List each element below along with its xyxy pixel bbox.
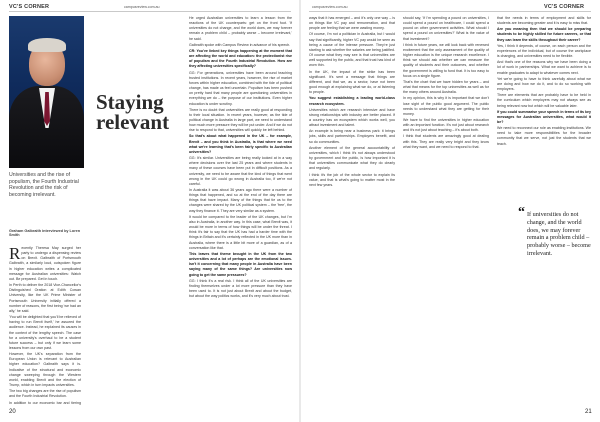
portrait-photo xyxy=(9,16,84,168)
paragraph-text: In addition to our economic bar and tiering xyxy=(9,400,81,405)
paragraph-text: 'You will be delighted that you'll be relieved of having to run Brexit itself,' he assured the audience. Instead, he explained its causes in the context of the lengthy speech. The case for a university's overhaul to be a student future success – but only if we learn some lessons from our own past. xyxy=(9,315,81,350)
standfirst: Universities and the rise of populism, the Fourth Industrial Revolution and the risk of becoming irrelevant. xyxy=(9,172,79,198)
paragraph-text: He urged Australian universities to learn a lesson from the reactions of the UK counterparts: get on the front foot. 'If universities do not change, and the world does, we may forever remain a problem child – probably worse – become irrelevant,' he said. xyxy=(189,16,292,41)
paragraph-text: If you could summarise your speech in terms of its key messages for Australian universities, what would it be? xyxy=(497,109,591,124)
paragraph-text: However, the UK's separation from the European Union is relevant to Australian higher education? Galbraith says it is. Indicative of the structural and economic change sweeping through the Western world, enabling Brexit and the election of Trump, which in turn impacts universities. xyxy=(9,352,81,388)
paragraph-text: I think in future years, we will look back with renewed excitement that the only assessment of the quality of higher education is the unique research excellence. I think we should ask whether we can measure the quality of students and their outcomes, and whether the government is willing to fund that. It is too easy to focus on a single figure. xyxy=(403,42,489,78)
paragraph-text: We have to find the universities in higher education with an important function. It's not just about research and it's not just about teaching – it's about both. xyxy=(403,117,489,133)
paragraph-text: Yes, I think it depends, of course, on each person and the experiences of the individual, but of course the workplace is changing, and universities need to be flexible. xyxy=(497,43,591,59)
paragraph-text: It would be compared to the leader of the UK changes, but I'm also in Australia, in another way. In this case, what Brexit was, it would be more in terms of how things will be under the threat. I think it's fair to say that the UK has had a harder time with the things in Britain and it's certainly reflected in the UK more than in Australia, where there is a little bit more of a guardian, as of a conversation like that. xyxy=(189,214,292,250)
body-paragraph xyxy=(403,16,489,42)
paragraph-text: GG: For generations, universities have been around teaching trusted institutions. In recent years, however, the rise of market forces within higher education, combined with the tide of political change, has made us feel uncertain. Populism has been pushed on pretty hard that many people are questioning universities in everything we do – the purpose of our institutions. Even higher education is under scrutiny. xyxy=(189,70,292,106)
body-paragraph xyxy=(497,16,591,26)
column-c xyxy=(309,16,395,406)
body-paragraph xyxy=(403,118,489,133)
body-paragraph xyxy=(9,401,81,406)
paragraph-text: GG: I think it's a real risk. I think all of the UK universities are finding themselves under a lot more pressure than they have been used to. It is not just about Brexit and about the budget, but about the way politics works, and it's very much about trust. xyxy=(189,278,292,299)
body-paragraph xyxy=(309,146,395,172)
paragraph-text: There is no doubt that universities are really good at responding to their local situation. In recent years, however, as the tide of political change in Australia in large part, we need to understand how much more pressure they will be put under. And if we do not rise to respond to that, universities will quickly be left behind. xyxy=(189,107,292,133)
paragraph-text: In Australia it was about 36 years ago there were a number of things that happened, and so at the end of the day there are things that have impact. Many of the things that tie us to the changes were shared by the UK political system – the 'free', the way they finance it. They are very similar as a system. xyxy=(189,188,292,213)
paragraph-text: Universities which are research intensive and have strong relationships with industry are better placed. If a country has an ecosystem which works well, you attract investment and talent. xyxy=(309,107,395,128)
body-paragraph xyxy=(403,96,489,117)
paragraph-text: ways that it has emerged – and it's only one way – is on things like VC pay and remuneration, and that people are feeling that we were wasting money. xyxy=(309,16,395,31)
body-paragraph xyxy=(497,126,591,147)
section-header-right: VC'S CORNER xyxy=(544,4,585,10)
paragraph-text: There are elements that are probably have to be held in the curriculum which employers may not always see as being relevant now but which will be valuable later. xyxy=(497,93,591,108)
body-paragraph xyxy=(403,80,489,95)
paragraph-text: Yet we're going to have to think carefully about what we are doing and how we do it, and to do so working with employers. xyxy=(497,76,591,92)
paragraph-text: ecently Theresa May surged her party to undergo a dispensing review on Brexit. Galbraith of Portsmouth Galbraith, a similarly loud, outspoken figure in higher education writes a complicated message for Australian universities: Watch out. Be prepared. Get in touch. xyxy=(9,246,81,281)
right-page xyxy=(300,0,600,422)
body-paragraph xyxy=(309,32,395,68)
column-e xyxy=(497,16,591,206)
body-paragraph xyxy=(309,129,395,144)
interview-question xyxy=(497,27,591,42)
body-paragraph xyxy=(189,43,292,48)
interview-question xyxy=(189,134,292,155)
paragraph-text: That's the chart that we have hidden for years – and what that means for the top universities as well as for the many others around Australia. xyxy=(403,79,489,95)
header-rule xyxy=(9,11,291,12)
body-paragraph xyxy=(309,70,395,96)
pull-quote-text: If universities do not change, and the world does, we may forever remain a problem child – probably worse – become irrelevant. xyxy=(527,211,591,257)
body-paragraph xyxy=(189,215,292,251)
body-paragraph xyxy=(497,93,591,108)
body-paragraph xyxy=(189,71,292,107)
paragraph-text: In Perth to deliver the 2018 Vice-Chancellor's Distinguished Oration at Edith Cowan University, like the UK Prime Minister of Portsmouth University initially offered a number of reasons, the first being 'we had an ally,' he said. xyxy=(9,283,81,313)
interview-question xyxy=(309,96,395,106)
column-d xyxy=(403,16,489,406)
byline: Graham Galbraith interviewed by Loren Smith xyxy=(9,229,81,237)
header-url[interactable]: campusreview.com.au xyxy=(124,5,160,9)
pull-quote xyxy=(518,205,593,258)
paragraph-text: An example is being near a business park: it brings jobs, skills and partnerships. Employers benefit, and so do communities. xyxy=(309,129,395,144)
body-paragraph xyxy=(403,134,489,149)
interview-question xyxy=(497,110,591,125)
paragraph-text: Galbraith spoke with Campus Review in advance of his speech. xyxy=(189,42,291,47)
paragraph-text: So that's about what happened in the UK – for example, Brexit – and you think in Australia, is that where we need what we're learning that's been fairly specific to Australian universities? xyxy=(189,134,292,154)
body-paragraph xyxy=(189,279,292,300)
interview-question xyxy=(189,252,292,278)
interview-question xyxy=(189,49,292,70)
body-paragraph xyxy=(189,188,292,214)
column-b xyxy=(189,16,292,406)
body-paragraph xyxy=(189,156,292,187)
paragraph-text: that the needs in terms of employment and skills for students are becoming greater and it is easy to miss that. xyxy=(497,16,591,26)
body-paragraph xyxy=(189,16,292,42)
paragraph-text: should say, 'If I'm spending a pound on universities, I could spend a pound on healthcare, I could spend a pound on other government activities. What should I spend a pound on universities?' What is the value of that investment? xyxy=(403,16,489,41)
body-paragraph xyxy=(309,16,395,31)
paragraph-text: In my opinion, this is why it is important that we don't lose sight of the public good argument. The public needs to understand what they are getting for their money. xyxy=(403,96,489,116)
photo-hair xyxy=(28,38,66,52)
paragraph-text: Are you meaning then that we should be preparing students to be highly skilled for future careers, or that they can learn the skills throughout their career? xyxy=(497,27,591,42)
paragraph-text: We need to reconnect our role as enabling institutions. We need to take more responsibilities for the broader community that we serve, not just the students that we teach. xyxy=(497,126,591,146)
body-paragraph xyxy=(189,108,292,134)
paragraph-text: The two big changes are the rise of populism and the Fourth Industrial Revolution. xyxy=(9,389,81,399)
paragraph-text: CR: You've linked key things happening at the moment that are affecting the world and education: the protectionist rise of populism and the Fourth Industrial Revolution. How are they affecting universities specifically? xyxy=(189,48,292,69)
drop-cap: R xyxy=(9,246,21,263)
body-paragraph xyxy=(9,352,81,388)
body-paragraph xyxy=(497,60,591,75)
header-url-right[interactable]: campusreview.com.au xyxy=(312,5,348,9)
paragraph-text: Of course, I'm not a politician in Australia, but I would say that significantly, higher VC pay would be seen as being a cause of the intense pressure. They're just starting to ask whether the salaries are being justified. Of course what they may see is that universities are well supported by the public, and that trust has kind of worn thin. xyxy=(309,32,395,68)
page-number-right: 21 xyxy=(585,409,592,415)
paragraph-text: You suggest establishing a leading world-class research ecosystem. xyxy=(309,96,395,106)
body-paragraph xyxy=(497,44,591,59)
section-header: VC'S CORNER xyxy=(9,4,50,10)
paragraph-text: I think it's the job of the whole sector to explain its value, and that is what's going to matter most in the next few years. xyxy=(309,172,395,187)
body-paragraph xyxy=(9,389,81,399)
header-rule-right xyxy=(309,11,591,12)
body-paragraph xyxy=(403,43,489,79)
column-a xyxy=(9,246,81,406)
paragraph-text: In the UK, the impact of the strike has been significant. It's sent a message that things are different, and that we, as a sector, have not been good enough at explaining what we do, or at listening to people. xyxy=(309,69,395,95)
quote-mark-icon: “ xyxy=(518,205,525,220)
paragraph-text: Another element of the general accountability of universities, which I think it's not always understood by government and the public, is how important it is that universities communicate what they do clearly and regularly. xyxy=(309,145,395,171)
body-paragraph xyxy=(497,77,591,92)
body-paragraph xyxy=(9,283,81,314)
body-paragraph xyxy=(309,108,395,129)
body-paragraph xyxy=(9,315,81,351)
page-number-left: 20 xyxy=(9,409,16,415)
paragraph-text: And that's one of the reasons why we have been doing a lot of work in partnerships. What we want to achieve is to enable graduates to adapt to whatever comes next. xyxy=(497,60,591,75)
body-paragraph xyxy=(9,246,81,282)
paragraph-text: I think that students are amazingly good at dealing with this. They are really very bright and they know what they want, and we need to respond to that. xyxy=(403,134,489,149)
article-title: Staying relevant xyxy=(96,90,170,134)
paragraph-text: This leaves that theme brought in the UK from the two universities and a lot of perhaps are the emotional issues. Isn't it concerning that many people in Australia have been saying many of the same things? Are universities now going to get the same pressures? xyxy=(189,251,292,277)
body-paragraph xyxy=(309,173,395,188)
paragraph-text: GG: It's similar. Universities are being really looked at in a way where decisions over the last 25 years and where students in many of these courses have been put in difficult positions. As a university, we need to be aware that the kind of things that went wrong in the UK could go wrong in Australia too, if we're not careful. xyxy=(189,156,292,186)
